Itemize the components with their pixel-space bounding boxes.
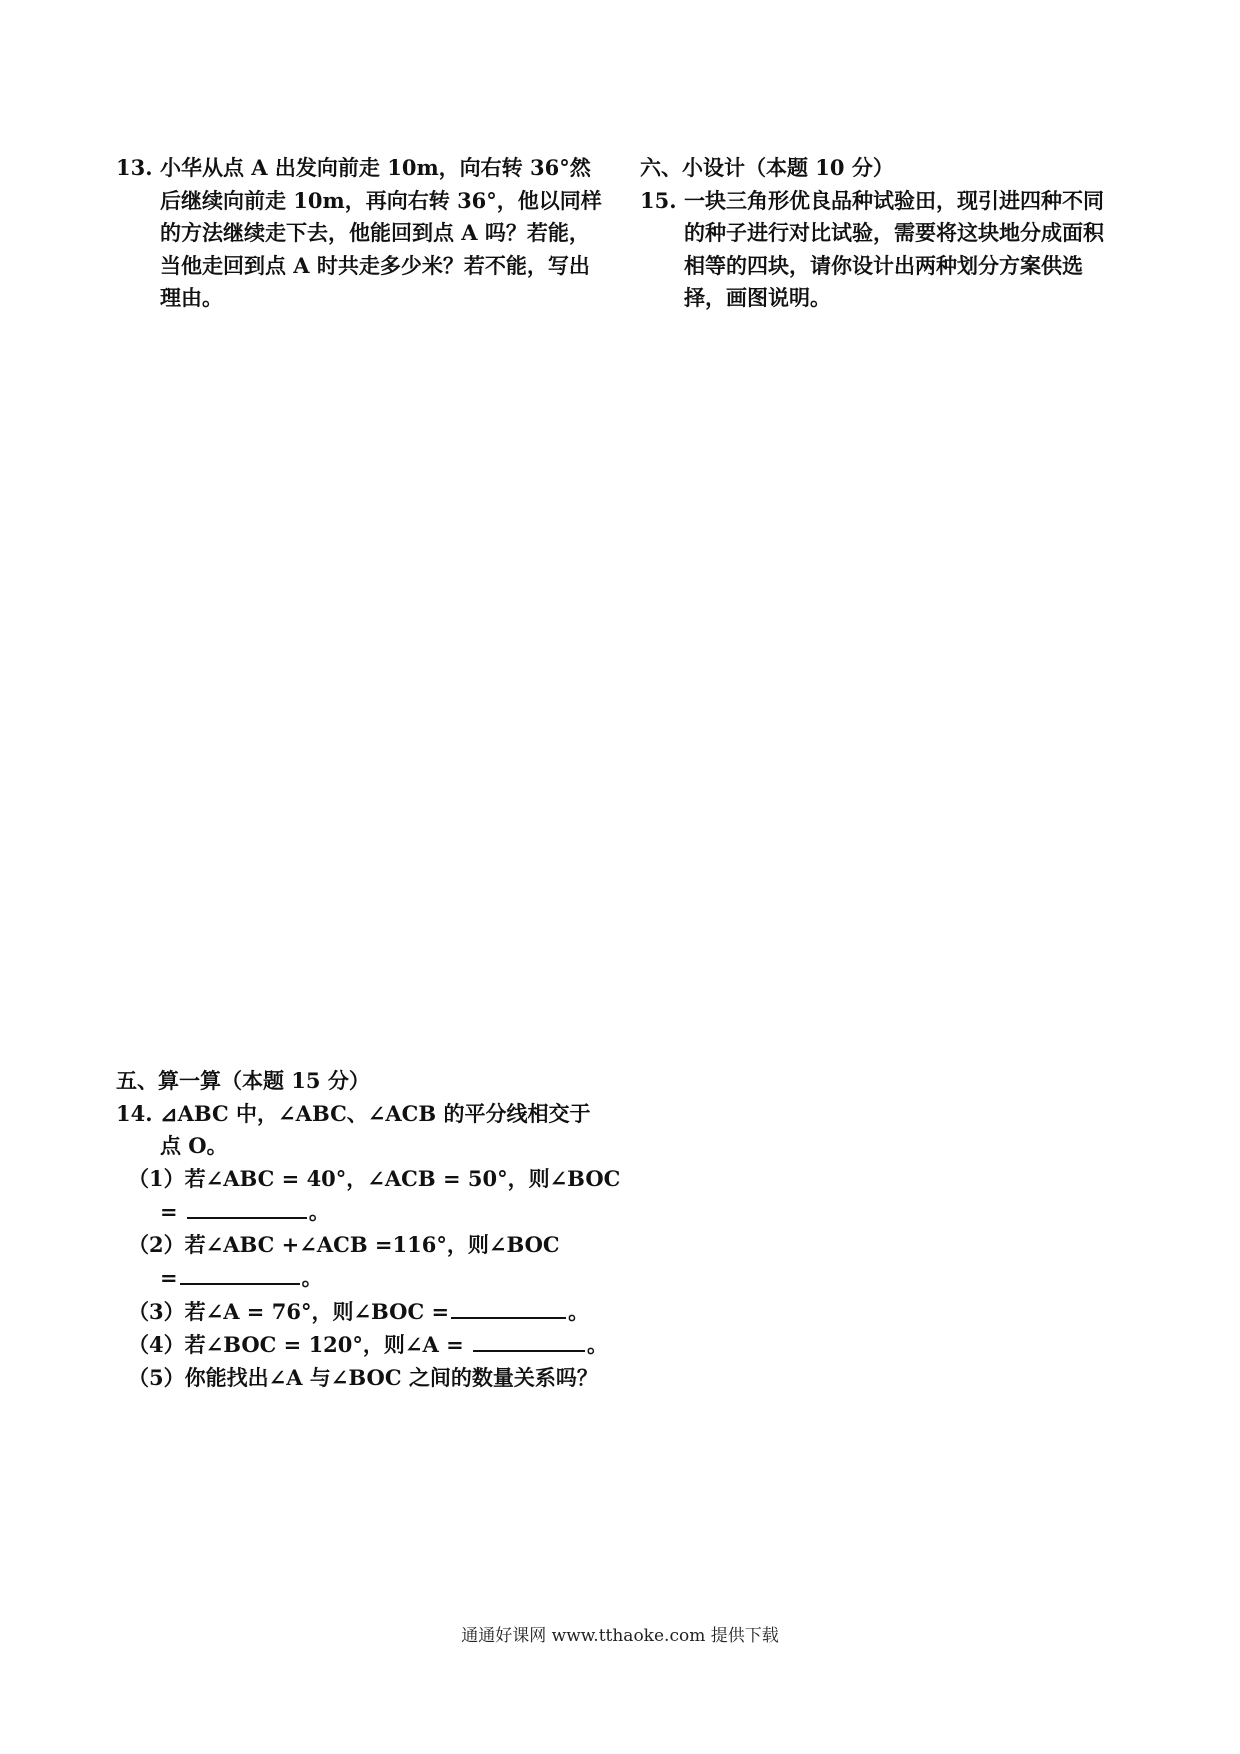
section-5: [116, 1065, 621, 1394]
question-14-number: 14.: [116, 1100, 153, 1126]
question-13-line-5: 理由。: [160, 285, 223, 310]
answer-blank-1[interactable]: [187, 1195, 307, 1219]
question-13-number: 13.: [116, 155, 153, 180]
section-6: [640, 152, 1140, 315]
answer-blank-3[interactable]: [451, 1295, 566, 1319]
question-14-stem-line-1: 14. ⊿ABC 中，∠ABC、∠ACB 的平分线相交于: [116, 1098, 616, 1131]
question-14-part-4: （4）若∠BOC = 120°，则∠A = 。: [116, 1328, 616, 1362]
section-5-heading: 五、算一算（本题 15 分）: [116, 1068, 370, 1093]
question-13-line-4: 当他走回到点 A 时共走多少米？若不能，写出: [160, 252, 590, 278]
question-14-part-2-line-2: = 。: [116, 1261, 616, 1295]
question-13-line-1: 13. 小华从点 A 出发向前走 10m，向右转 36°然: [116, 152, 606, 185]
question-15: [640, 185, 1140, 315]
question-15-line-2: 的种子进行对比试验，需要将这块地分成面积: [684, 220, 1104, 245]
question-13-line-2: 后继续向前走 10m，再向右转 36°，他以同样: [160, 187, 602, 213]
question-14-part-3: （3）若∠A = 76°，则∠BOC = 。: [116, 1295, 616, 1329]
page-footer: 通通好课网 www.tthaoke.com 提供下载: [461, 1626, 779, 1646]
question-13-line-3: 的方法继续走下去，他能回到点 A 吗？若能，: [160, 220, 590, 245]
question-14: [116, 1098, 621, 1395]
question-14-part-1-line-1: （1）若∠ABC = 40°，∠ACB = 50°，则∠BOC: [128, 1165, 621, 1191]
question-14-part-2-line-1: （2）若∠ABC +∠ACB =116°，则∠BOC: [128, 1231, 560, 1257]
question-15-line-3: 相等的四块，请你设计出两种划分方案供选: [684, 252, 1083, 278]
question-15-line-1: 15. 一块三角形优良品种试验田，现引进四种不同: [640, 185, 1140, 218]
question-15-number: 15.: [640, 187, 677, 213]
section-6-heading: 六、小设计（本题 10 分）: [640, 155, 894, 180]
question-14-stem-line-2: 点 O。: [160, 1133, 228, 1158]
question-13: [116, 152, 606, 315]
question-14-part-5: （5）你能找出∠A 与∠BOC 之间的数量关系吗？: [128, 1364, 598, 1390]
question-14-part-1-line-2: = 。: [116, 1195, 616, 1229]
question-15-line-4: 择，画图说明。: [684, 285, 831, 310]
answer-blank-2[interactable]: [180, 1261, 300, 1285]
answer-blank-4[interactable]: [473, 1328, 585, 1352]
